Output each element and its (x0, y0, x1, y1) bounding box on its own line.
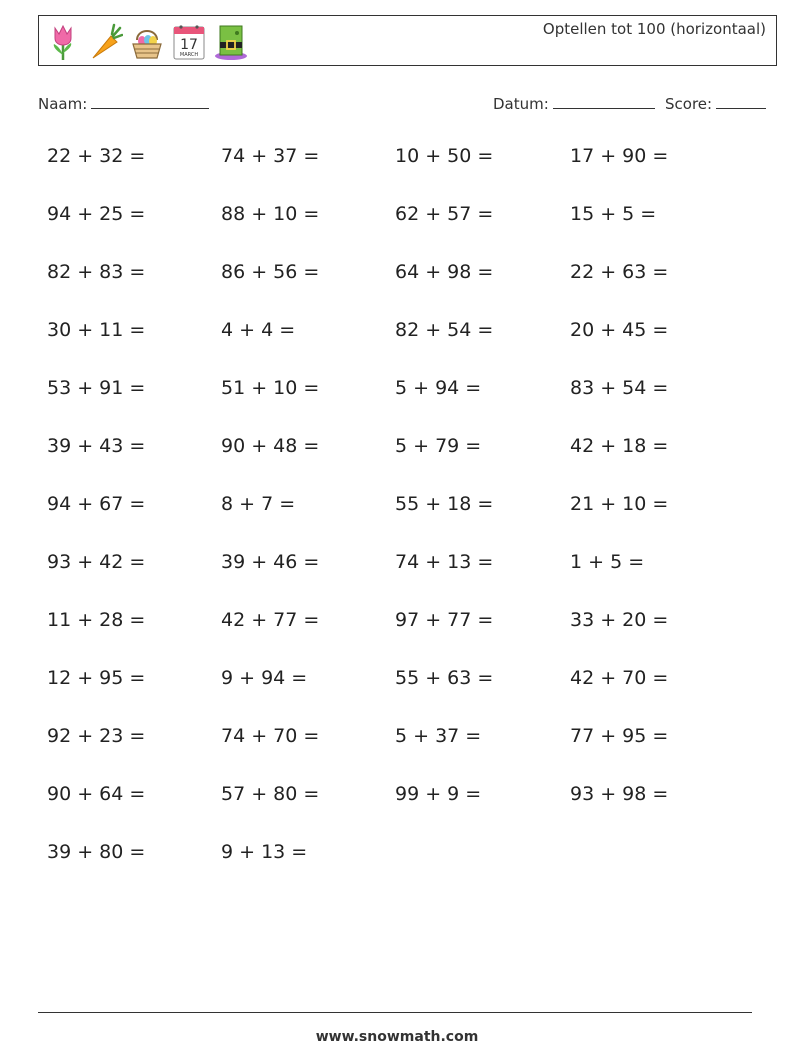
problem-item: 93 + 42 = (47, 551, 146, 573)
problem-item: 83 + 54 = (570, 377, 669, 399)
problem-item: 90 + 48 = (221, 435, 320, 457)
problem-item: 82 + 54 = (395, 319, 494, 341)
problem-item: 94 + 67 = (47, 493, 146, 515)
problem-item: 86 + 56 = (221, 261, 320, 283)
problem-item: 5 + 37 = (395, 725, 482, 747)
worksheet-title: Optellen tot 100 (horizontaal) (542, 20, 766, 38)
date-line (553, 94, 655, 109)
problem-item: 22 + 63 = (570, 261, 669, 283)
problem-item: 57 + 80 = (221, 783, 320, 805)
problem-item: 20 + 45 = (570, 319, 669, 341)
problem-item: 99 + 9 = (395, 783, 482, 805)
header-icons (45, 20, 249, 64)
problem-item: 42 + 18 = (570, 435, 669, 457)
calendar-day: 17 (180, 37, 198, 53)
calendar-month: MARCH (179, 52, 199, 58)
problem-item: 55 + 18 = (395, 493, 494, 515)
problem-item: 10 + 50 = (395, 145, 494, 167)
problem-item: 12 + 95 = (47, 667, 146, 689)
problem-item: 97 + 77 = (395, 609, 494, 631)
problem-item: 33 + 20 = (570, 609, 669, 631)
tulip-icon (45, 22, 81, 62)
problem-item: 11 + 28 = (47, 609, 146, 631)
problem-item: 9 + 13 = (221, 841, 308, 863)
problem-item: 55 + 63 = (395, 667, 494, 689)
problem-item: 5 + 94 = (395, 377, 482, 399)
problem-item: 94 + 25 = (47, 203, 146, 225)
score-line (716, 94, 766, 109)
problem-item: 74 + 70 = (221, 725, 320, 747)
problem-item: 62 + 57 = (395, 203, 494, 225)
score-field (665, 94, 766, 113)
problem-item: 42 + 77 = (221, 609, 320, 631)
name-line (91, 94, 209, 109)
problem-item: 42 + 70 = (570, 667, 669, 689)
problem-item: 82 + 83 = (47, 261, 146, 283)
problem-item: 51 + 10 = (221, 377, 320, 399)
problem-item: 4 + 4 = (221, 319, 296, 341)
problem-item: 93 + 98 = (570, 783, 669, 805)
problem-item: 22 + 32 = (47, 145, 146, 167)
problem-item: 30 + 11 = (47, 319, 146, 341)
calendar-icon (171, 22, 207, 62)
problem-item: 90 + 64 = (47, 783, 146, 805)
date-field (493, 94, 655, 113)
problem-item: 8 + 7 = (221, 493, 296, 515)
worksheet-header (38, 15, 777, 66)
footer-divider (38, 1012, 752, 1013)
name-field (38, 94, 209, 113)
problem-item: 39 + 46 = (221, 551, 320, 573)
carrot-icon (87, 22, 123, 62)
problem-item: 92 + 23 = (47, 725, 146, 747)
problem-item: 9 + 94 = (221, 667, 308, 689)
problem-item: 77 + 95 = (570, 725, 669, 747)
easter-basket-icon (129, 22, 165, 62)
problem-item: 74 + 13 = (395, 551, 494, 573)
problem-item: 17 + 90 = (570, 145, 669, 167)
problem-item: 64 + 98 = (395, 261, 494, 283)
problem-item: 21 + 10 = (570, 493, 669, 515)
leprechaun-hat-icon (213, 22, 249, 62)
problem-item: 15 + 5 = (570, 203, 657, 225)
score-label: Score: (665, 95, 713, 113)
problem-item: 1 + 5 = (570, 551, 645, 573)
problem-item: 39 + 80 = (47, 841, 146, 863)
date-label: Datum: (493, 95, 549, 113)
footer-website: www.snowmath.com (315, 1029, 479, 1045)
name-label: Naam: (38, 95, 88, 113)
problem-item: 39 + 43 = (47, 435, 146, 457)
problem-item: 88 + 10 = (221, 203, 320, 225)
problem-item: 74 + 37 = (221, 145, 320, 167)
problem-item: 5 + 79 = (395, 435, 482, 457)
problem-item: 53 + 91 = (47, 377, 146, 399)
